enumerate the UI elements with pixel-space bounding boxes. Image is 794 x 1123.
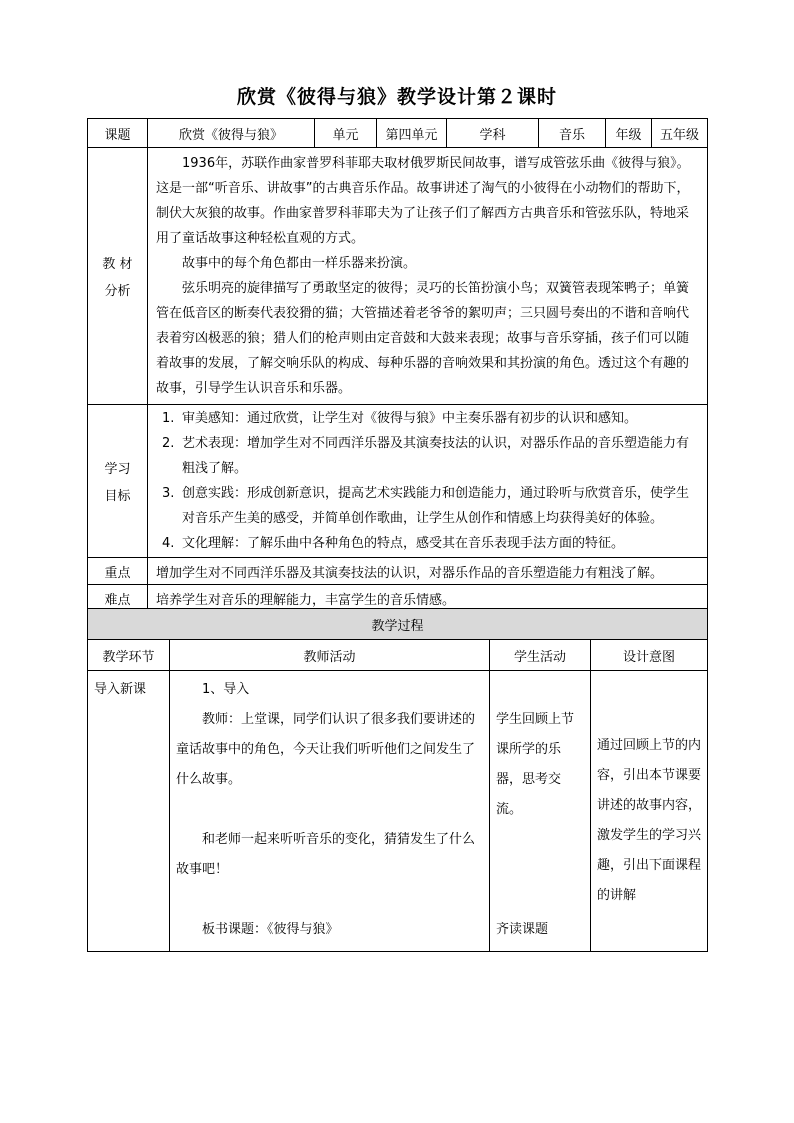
unit-label: 单元 — [315, 119, 377, 148]
intent-cell — [591, 671, 708, 952]
analysis-content — [148, 148, 708, 405]
info-row — [88, 119, 708, 148]
objective-item: 4. 文化理解：了解乐曲中各种角色的特点，感受其在音乐表现手法方面的特征。 — [162, 536, 625, 551]
intent-text: 通过回顾上节的内容，引出本节课要讲述的故事内容，激发学生的学习兴趣，引出下面课程的讲解 — [597, 738, 702, 903]
analysis-paragraph: 弦乐明亮的旋律描写了勇敢坚定的彼得；灵巧的长笛扮演小鸟；双簧管表现笨鸭子；单簧管在低音区的断奏代表狡猾的猫；大管描述着老爷爷的絮叨声；三只圆号奏出的不谐和音响代表着穷凶极恶的狼；猎人们的枪声则由定音鼓和大鼓来表现；故事与音乐穿插，孩子们可以随着故事的发展，了解交响乐队的构成、每种乐器的音响效果和其扮演的角色。透过这个有趣的故事，引导学生认识音乐和乐器。 — [156, 281, 690, 396]
column-stage: 教学环节 — [88, 640, 170, 671]
analysis-paragraph: 1936年，苏联作曲家普罗科菲耶夫取材俄罗斯民间故事，谱写成管弦乐曲《彼得与狼》。这是一部“听音乐、讲故事”的古典音乐作品。故事讲述了淘气的小彼得在小动物们的帮助下，制伏大灰狼的故事。作曲家普罗科菲耶夫为了让孩子们了解西方古典音乐和管弦乐队，特地采用了童话故事这种轻松直观的方式。 — [156, 156, 690, 246]
lesson-info-table — [87, 118, 708, 612]
spacer — [176, 795, 485, 825]
column-student: 学生活动 — [490, 640, 591, 671]
topic-label: 课题 — [88, 119, 148, 148]
subject-value: 音乐 — [539, 119, 606, 148]
objective-item: 1. 审美感知：通过欣赏，让学生对《彼得与狼》中主奏乐器有初步的认识和感知。 — [162, 411, 638, 426]
process-header-row — [88, 609, 708, 640]
key-point-row — [88, 558, 708, 585]
stage-cell: 导入新课 — [88, 671, 170, 952]
teacher-activity-cell — [170, 671, 490, 952]
objective-item: 3. 创意实践：形成创新意识，提高艺术实践能力和创造能力，通过聆听与欣赏音乐，使学生对音乐产生美的感受，并简单创作歌曲，让学生从创作和情感上均获得美好的体验。 — [162, 486, 690, 526]
teacher-line: 板书课题：《彼得与狼》 — [202, 922, 339, 937]
teaching-process-table — [87, 608, 708, 952]
difficulty-text: 培养学生对音乐的理解能力，丰富学生的音乐情感。 — [148, 585, 708, 612]
analysis-label: 教 材 分析 — [88, 148, 148, 405]
process-columns-row — [88, 640, 708, 671]
process-header: 教学过程 — [88, 609, 708, 640]
difficulty-label: 难点 — [88, 585, 148, 612]
grade-value: 五年级 — [652, 119, 708, 148]
grade-label: 年级 — [606, 119, 652, 148]
key-point-label: 重点 — [88, 558, 148, 585]
analysis-row — [88, 148, 708, 405]
objective-item: 2. 艺术表现：增加学生对不同西洋乐器及其演奏技法的认识，对器乐作品的音乐塑造能力有粗浅了解。 — [162, 436, 690, 476]
analysis-paragraph: 故事中的每个角色都由一样乐器来扮演。 — [182, 256, 417, 271]
teacher-line: 和老师一起来听听音乐的变化，猜猜发生了什么故事吧！ — [176, 832, 476, 877]
column-intent: 设计意图 — [591, 640, 708, 671]
topic-value: 欣赏《彼得与狼》 — [148, 119, 315, 148]
unit-value: 第四单元 — [377, 119, 447, 148]
teacher-line: 1、导入 — [202, 682, 250, 697]
column-teacher: 教师活动 — [170, 640, 490, 671]
objectives-row — [88, 405, 708, 558]
objectives-label: 学习 目标 — [88, 405, 148, 558]
process-row — [88, 671, 708, 952]
subject-label: 学科 — [447, 119, 539, 148]
student-activity-cell — [490, 671, 591, 952]
objectives-content — [148, 405, 708, 558]
student-text: 齐读课题 — [496, 922, 549, 937]
key-point-text: 增加学生对不同西洋乐器及其演奏技法的认识，对器乐作品的音乐塑造能力有粗浅了解。 — [148, 558, 708, 585]
teacher-line: 教师：上堂课，同学们认识了很多我们要讲述的童话故事中的角色，今天让我们听听他们之间发生了什么故事。 — [176, 712, 476, 787]
student-text: 学生回顾上节课所学的乐器，思考交流。 — [496, 712, 575, 817]
spacer — [176, 885, 485, 915]
page-title: 欣赏《彼得与狼》教学设计第２课时 — [236, 86, 557, 108]
